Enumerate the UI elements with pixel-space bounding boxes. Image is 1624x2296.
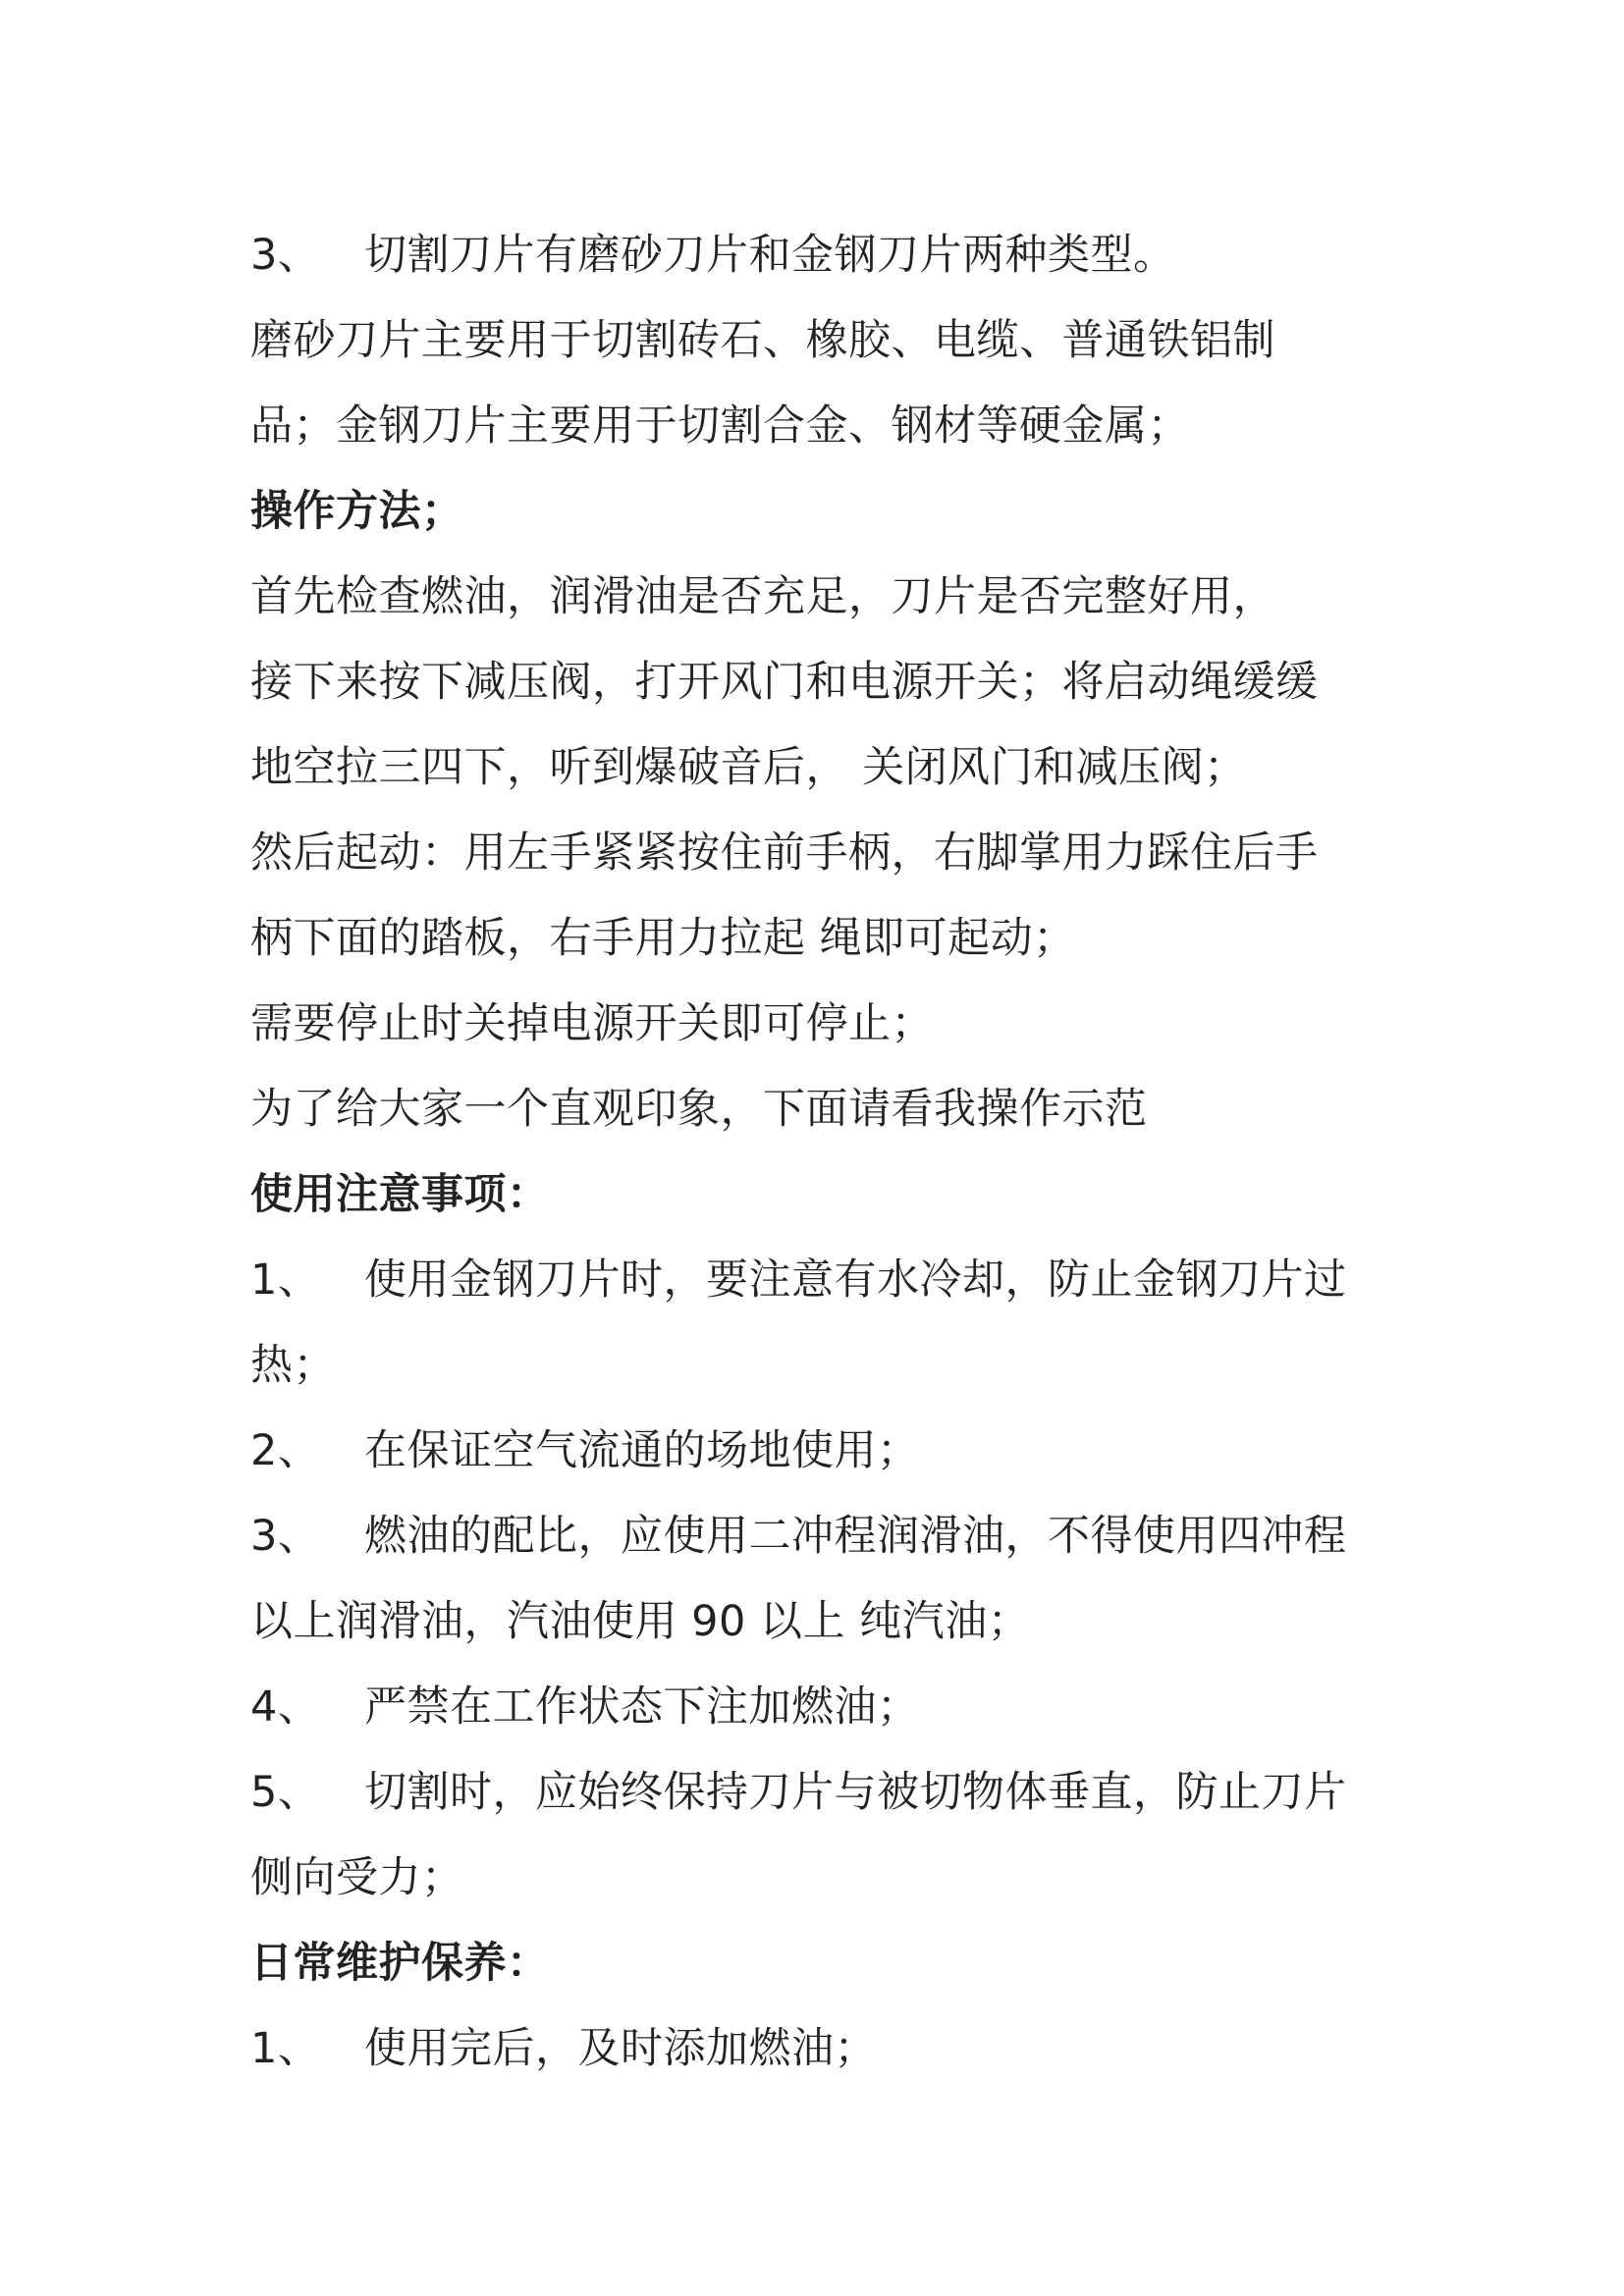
line-text: 切割刀片有磨砂刀片和金钢刀片两种类型。 — [364, 231, 1176, 280]
section-heading-precautions — [250, 1160, 1389, 1246]
paragraph-line — [250, 392, 1389, 477]
line-text: 切割时，应始终保持刀片与被切物体垂直，防止刀片 — [364, 1768, 1347, 1817]
heading-text: 日常维护保养： — [250, 1939, 550, 1988]
paragraph-line — [250, 819, 1389, 904]
line-text: 使用金钢刀片时，要注意有水冷却，防止金钢刀片过 — [364, 1255, 1347, 1305]
list-number: 3、 — [250, 1512, 321, 1561]
heading-text: 操作方法； — [250, 487, 464, 536]
paragraph-line — [250, 562, 1389, 648]
list-number: 1、 — [250, 1255, 321, 1305]
line-text: 燃油的配比，应使用二冲程润滑油，不得使用四冲程 — [364, 1512, 1347, 1561]
line-text: 地空拉三四下，听到爆破音后， 关闭风门和减压阀； — [250, 743, 1247, 792]
list-number: 5、 — [250, 1768, 321, 1817]
line-text: 品；金钢刀片主要用于切割合金、钢材等硬金属； — [250, 401, 1190, 451]
line-text: 为了给大家一个直观印象，下面请看我操作示范 — [250, 1085, 1148, 1134]
paragraph-line — [250, 733, 1389, 819]
heading-text: 使用注意事项： — [250, 1170, 550, 1219]
list-number: 4、 — [250, 1682, 321, 1732]
list-item-1-cooling — [250, 1246, 1389, 1331]
list-item-4-no-refuel — [250, 1673, 1389, 1758]
list-number: 1、 — [250, 2024, 321, 2073]
line-text: 首先检查燃油，润滑油是否充足，刀片是否完整好用， — [250, 572, 1275, 621]
paragraph-line — [250, 1843, 1389, 1929]
line-text: 以上润滑油，汽油使用 90 以上 纯汽油； — [250, 1597, 1031, 1646]
list-number: 2、 — [250, 1426, 321, 1475]
list-item-5-perpendicular — [250, 1758, 1389, 1843]
list-item-1-refuel — [250, 2014, 1389, 2100]
line-text: 严禁在工作状态下注加燃油； — [364, 1682, 920, 1732]
line-text: 在保证空气流通的场地使用； — [364, 1426, 920, 1475]
paragraph-line — [250, 648, 1389, 733]
line-text: 接下来按下减压阀，打开风门和电源开关；将启动绳缓缓 — [250, 658, 1319, 707]
line-text: 然后起动：用左手紧紧按住前手柄，右脚掌用力踩住后手 — [250, 828, 1319, 878]
line-text: 需要停止时关掉电源开关即可停止； — [250, 999, 934, 1048]
paragraph-line — [250, 1075, 1389, 1160]
paragraph-line — [250, 989, 1389, 1075]
paragraph-line — [250, 1587, 1389, 1673]
list-item-3-fuel-mix — [250, 1502, 1389, 1587]
line-text: 侧向受力； — [250, 1853, 464, 1902]
section-heading-operation — [250, 477, 1389, 562]
list-number: 3、 — [250, 231, 321, 280]
document-body — [250, 221, 1389, 2100]
section-heading-maintenance — [250, 1929, 1389, 2014]
list-item-2-ventilation — [250, 1416, 1389, 1502]
line-text: 磨砂刀片主要用于切割砖石、橡胶、电缆、普通铁铝制 — [250, 316, 1275, 365]
paragraph-line — [250, 1331, 1389, 1416]
line-text: 热； — [250, 1341, 336, 1390]
line-text: 使用完后，及时添加燃油； — [364, 2024, 877, 2073]
line-text: 柄下面的踏板，右手用力拉起 绳即可起动； — [250, 914, 1076, 963]
list-item-3-blade-types — [250, 221, 1389, 306]
paragraph-line — [250, 306, 1389, 392]
paragraph-line — [250, 904, 1389, 989]
